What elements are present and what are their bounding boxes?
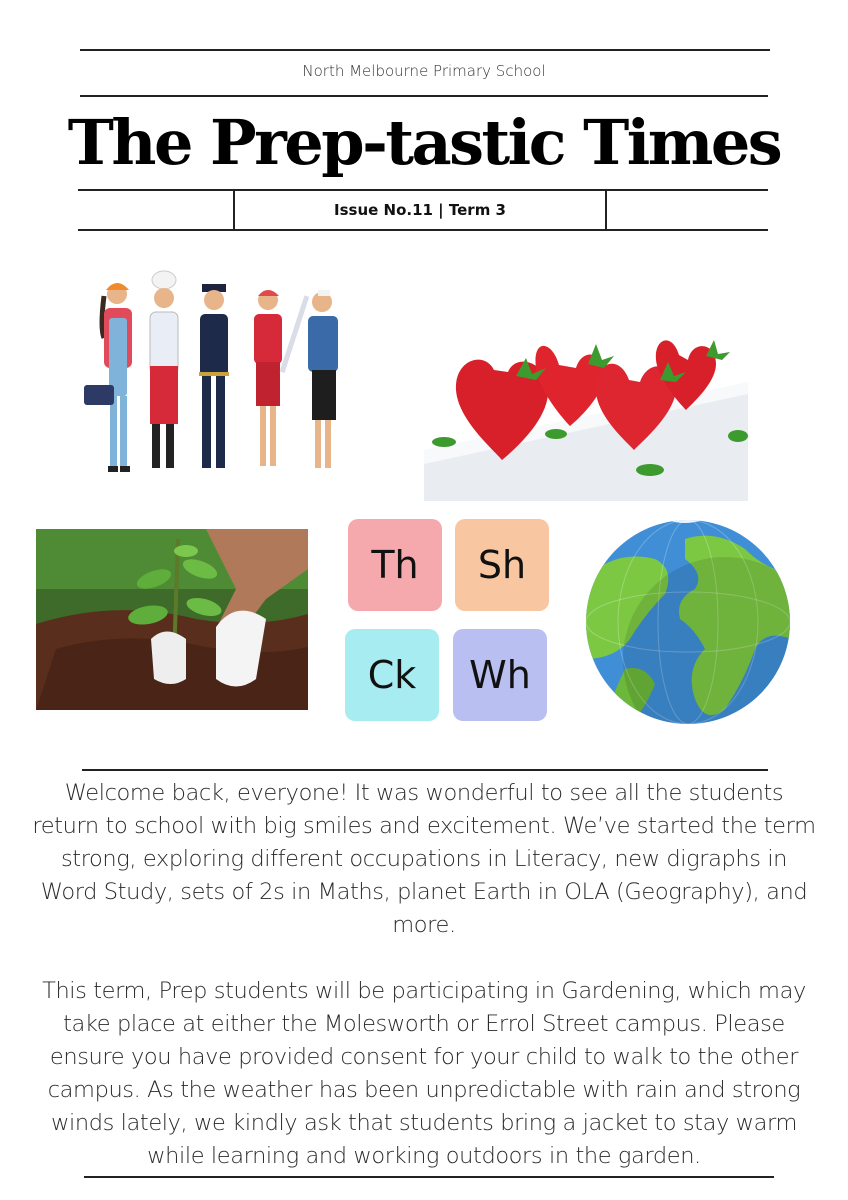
newsletter-title: The Prep-tastic Times — [67, 106, 781, 179]
builder-figure — [84, 283, 132, 472]
article-top-rule — [82, 769, 768, 771]
police-figure — [199, 284, 229, 468]
gardening-photo — [36, 529, 308, 710]
flight-attendant-figure — [254, 290, 282, 466]
digraph-tile-wh: Wh — [453, 629, 547, 721]
article-paragraph-1: Welcome back, everyone! It was wonderful to see all the students return to school with big smiles and excitement. We’ve started the term strong, exploring different occupations in Literacy, new digraphs in Word Study, sets of 2s in Maths, planet Earth in OLA (Geography), and more. — [32, 780, 816, 938]
digraph-tiles — [345, 517, 550, 724]
globe-illustration — [585, 519, 791, 725]
digraph-tile-sh: Sh — [455, 519, 549, 611]
chef-figure — [150, 271, 178, 468]
digraph-tile-th: Th — [348, 519, 442, 611]
top-rule — [80, 49, 770, 51]
article-body — [32, 777, 816, 1173]
title-top-rule — [80, 95, 768, 97]
occupations-illustration — [82, 268, 352, 483]
strawberries-photo — [424, 310, 748, 501]
architect-figure — [280, 290, 338, 468]
school-name: North Melbourne Primary School — [302, 62, 546, 80]
title-bottom-rule — [78, 189, 768, 191]
digraph-tile-ck: Ck — [345, 629, 439, 721]
article-bottom-rule — [84, 1176, 774, 1178]
issue-bottom-rule — [78, 229, 768, 231]
article-paragraph-2: This term, Prep students will be participating in Gardening, which may take place at either the Molesworth or Errol Street campus. Please ensure you have provided consent for your child to walk to the other campus. As the weather has been unpredictable with rain and strong winds lately, we kindly ask that students bring a jacket to stay warm while learning and working outdoors in the garden. — [42, 978, 806, 1169]
issue-label: Issue No.11 | Term 3 — [334, 201, 506, 219]
